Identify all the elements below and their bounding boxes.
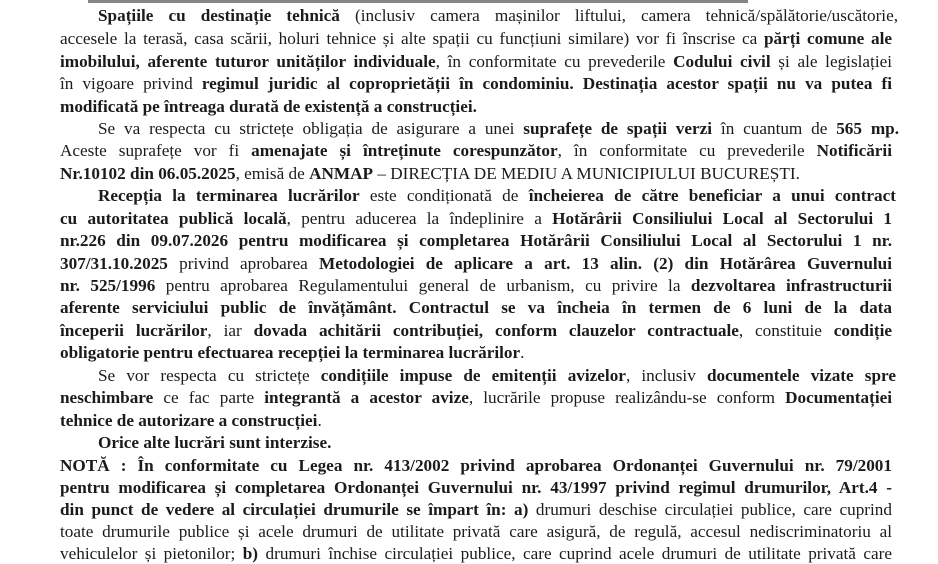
text-run: , emisă de [235, 164, 310, 183]
bold-text-run: integrantă a acestor avize [264, 388, 469, 407]
text-run: vehiculelor și pietonilor; [60, 544, 243, 563]
text-run: . [317, 411, 322, 430]
receptia-line-7 [60, 321, 892, 341]
bold-text-run: condițiile impuse de emitenții avizelor [320, 366, 626, 385]
text-run: , iar [207, 321, 254, 340]
bold-text-run: 565 mp. [836, 119, 899, 138]
text-run: ce fac parte [153, 388, 265, 407]
text-run: Se va respecta cu strictețe obligația de asigurare a unei [98, 119, 524, 138]
spatii-verzi-line-3 [60, 164, 800, 184]
bold-text-run: Metodologiei de aplicare a art. 13 alin. (2) din Hotărârea Guvernului [319, 254, 892, 273]
bold-text-run: regimul juridic al coproprietății în condominiu. Destinația acestor spații nu va putea fi [201, 74, 892, 93]
bold-text-run: condiție [833, 321, 893, 340]
text-run: pentru aprobarea Regulamentului general de urbanism, cu privire la [155, 276, 691, 295]
spatii-tehnice-line-2 [60, 29, 892, 49]
bold-text-run: imobilului, aferente tuturor unităților individuale [60, 52, 436, 71]
text-run: în vigoare privind [60, 74, 202, 93]
bold-text-run: obligatorie pentru efectuarea recepției la terminarea lucrărilor [60, 343, 521, 362]
receptia-line-3 [60, 231, 892, 251]
text-run: , în conformitate cu prevederile [557, 141, 817, 160]
interzise-line-1 [98, 433, 353, 453]
bold-text-run: NOTĂ : În conformitate cu Legea nr. 413/2002 privind aprobarea Ordonanței Guvernului nr. 79/2001 [60, 456, 892, 475]
bold-text-run: Nr.10102 din 06.05.2025 [60, 164, 236, 183]
bold-text-run: Documentației [785, 388, 892, 407]
text-run: , pentru aducerea la îndeplinire a [286, 209, 553, 228]
bold-text-run: neschimbare [60, 388, 154, 407]
bold-text-run: Spațiile cu destinație tehnică [98, 6, 340, 25]
text-run: toate drumurile publice și acele drumuri de utilitate privată care asigură, de regulă, accesul nediscriminatoriu al [60, 522, 892, 541]
avize-line-2 [60, 388, 892, 408]
text-run: , inclusiv [625, 366, 707, 385]
text-run: Se vor respecta cu strictețe [98, 366, 321, 385]
receptia-line-8 [60, 343, 592, 363]
text-run: în cuantum de [712, 119, 837, 138]
nota-line-4 [60, 522, 892, 542]
text-run: , constituie [738, 321, 834, 340]
bold-text-run: ANMAP [309, 164, 374, 183]
bold-text-run: Notificării [816, 141, 892, 160]
bold-text-run: părți comune ale [763, 29, 892, 48]
text-run: , în conformitate cu prevederile [435, 52, 674, 71]
bold-text-run: pentru modificarea și completarea Ordonanței Guvernului nr. 43/1997 privind regimul drumurilor, Art.4 - [60, 478, 892, 497]
bold-text-run: nr. 525/1996 [60, 276, 156, 295]
nota-line-5 [60, 544, 892, 564]
bold-text-run: dovada achitării contribuției, conform clauzelor contractuale [253, 321, 739, 340]
text-run: drumuri închise circulației publice, care cuprind acele drumuri de utilitate privată care [258, 544, 892, 563]
bold-text-run: aferente serviciului public de învățământ. Contractul se va încheia în termen de 6 luni de la data [60, 298, 892, 317]
text-run: , lucrările propuse realizându-se conform [468, 388, 786, 407]
text-run: drumuri deschise circulației publice, care cuprind [528, 500, 892, 519]
text-run: și ale legislației [770, 52, 892, 71]
receptia-line-1 [98, 186, 896, 206]
text-run: este condiționată de [359, 186, 529, 205]
text-run: accesele la terasă, casa scării, holuri tehnice și alte spații cu funcțiuni similare) vor fi înscrise ca [60, 29, 764, 48]
bold-text-run: Recepția la terminarea lucrărilor [98, 186, 360, 205]
bold-text-run: cu autoritatea publică locală [60, 209, 287, 228]
receptia-line-4 [60, 254, 892, 274]
bold-text-run: încheierea de către beneficiar a unui contract [528, 186, 896, 205]
bold-text-run: dezvoltarea infrastructurii [690, 276, 892, 295]
text-run: – DIRECȚIA DE MEDIU A MUNICIPIULUI BUCUREȘTI. [373, 164, 800, 183]
spatii-tehnice-line-3 [60, 52, 892, 72]
nota-line-2 [60, 478, 892, 498]
bold-text-run: modificată pe întreaga durată de existență a construcției. [60, 97, 477, 116]
receptia-line-2 [60, 209, 892, 229]
bold-text-run: tehnice de autorizare a construcției [60, 411, 318, 430]
spatii-verzi-line-2 [60, 141, 892, 161]
spatii-verzi-line-1 [98, 119, 899, 139]
nota-line-1 [60, 456, 892, 476]
receptia-line-5 [60, 276, 892, 296]
bold-text-run: Codului civil [673, 52, 771, 71]
receptia-line-6 [60, 298, 892, 318]
top-border-line [88, 0, 748, 3]
avize-line-3 [60, 411, 356, 431]
bold-text-run: din punct de vedere al circulației drumurile se împart în: a) [60, 500, 529, 519]
bold-text-run: b) [242, 544, 259, 563]
bold-text-run: 307/31.10.2025 [60, 254, 168, 273]
spatii-tehnice-line-1 [98, 6, 898, 26]
bold-text-run: suprafețe de spații verzi [523, 119, 713, 138]
bold-text-run: Hotărârii Consiliului Local al Sectorului 1 [552, 209, 892, 228]
spatii-tehnice-line-4 [60, 74, 892, 94]
bold-text-run: nr.226 din 09.07.2026 pentru modificarea și completarea Hotărârii Consiliului Local al Sectorului 1 nr. [60, 231, 892, 250]
bold-text-run: Orice alte lucrări sunt interzise. [98, 433, 332, 452]
nota-line-3 [60, 500, 892, 520]
spatii-tehnice-line-5 [60, 97, 498, 117]
avize-line-1 [98, 366, 896, 386]
text-run: (inclusiv camera mașinilor liftului, camera tehnică/spălătorie/uscătorie, [339, 6, 898, 25]
text-run: . [520, 343, 525, 362]
bold-text-run: amenajate și întreținute corespunzător [251, 141, 558, 160]
bold-text-run: documentele vizate spre [706, 366, 896, 385]
text-run: privind aprobarea [167, 254, 320, 273]
text-run: Aceste suprafețe vor fi [60, 141, 252, 160]
bold-text-run: începerii lucrărilor [60, 321, 208, 340]
